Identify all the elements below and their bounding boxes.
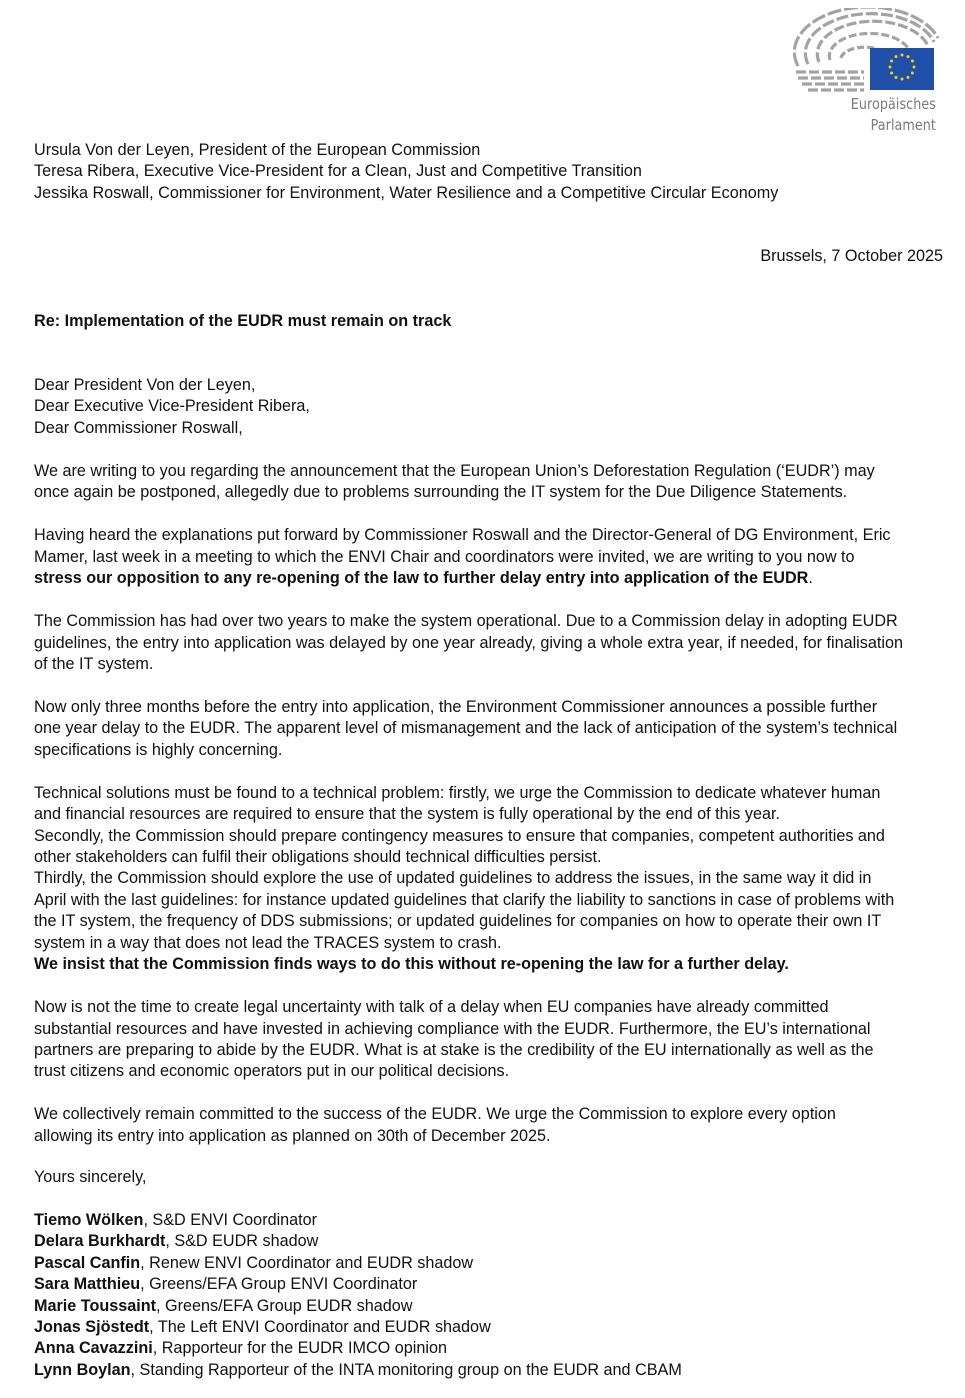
signatory xyxy=(34,1338,682,1359)
signatory xyxy=(34,1231,682,1252)
letter-body xyxy=(34,461,949,1169)
paragraph-1 xyxy=(34,461,949,504)
salutation-line: Dear Commissioner Roswall, xyxy=(34,418,243,437)
closing: Yours sincerely, xyxy=(34,1168,147,1186)
text-line: Now is not the time to create legal uncertainty with talk of a delay when EU companies have already committed xyxy=(34,998,829,1017)
text-line: Thirdly, the Commission should explore the use of updated guidelines to address the issues, in the same way it did in xyxy=(34,869,872,888)
salutation-line: Dear President Von der Leyen, xyxy=(34,376,256,394)
text-line: allowing its entry into application as planned on 30th of December 2025. xyxy=(34,1126,551,1145)
text-line: and financial resources are required to ensure that the system is fully operational by the end of this year. xyxy=(34,805,780,824)
signatory-name: Pascal Canfin xyxy=(34,1253,141,1272)
signatory xyxy=(34,1296,682,1317)
text-line: We are writing to you regarding the announcement that the European Union’s Deforestation Regulation (‘EUDR’) may xyxy=(34,462,875,480)
text-line: once again be postponed, allegedly due to problems surrounding the IT system for the Due Diligence Statements. xyxy=(34,483,848,502)
paragraph-4 xyxy=(34,697,949,761)
letter-subject: Re: Implementation of the EUDR must remain on track xyxy=(34,312,452,330)
signatory-name: Delara Burkhardt xyxy=(34,1232,166,1251)
signatory-name: Marie Toussaint xyxy=(34,1296,157,1315)
text-line: specifications is highly concerning. xyxy=(34,740,283,759)
text-line xyxy=(34,568,949,589)
paragraph-2 xyxy=(34,525,949,589)
signatory xyxy=(34,1274,682,1295)
signatory-role: , Standing Rapporteur of the INTA monitoring group on the EUDR and CBAM xyxy=(130,1360,682,1379)
paragraph-7 xyxy=(34,1104,949,1147)
letter-date: Brussels, 7 October 2025 xyxy=(760,247,943,265)
text-line: The Commission has had over two years to make the system operational. Due to a Commission delay in adopting EUDR xyxy=(34,612,898,631)
signatory-name: Lynn Boylan xyxy=(34,1360,131,1379)
text-line: trust citizens and economic operators put in our political decisions. xyxy=(34,1062,510,1081)
text-line: April with the last guidelines: for instance updated guidelines that clarify the liability to sanctions in case of problems with xyxy=(34,890,895,909)
signatory-role: , Greens/EFA Group ENVI Coordinator xyxy=(140,1275,418,1294)
text-line: the IT system, the frequency of DDS submissions; or updated guidelines for companies on how to operate their own IT xyxy=(34,912,882,931)
salutation-block xyxy=(34,375,310,439)
signatory-name: Sara Matthieu xyxy=(34,1275,141,1294)
logo-wordmark: Europäisches Parlament xyxy=(850,95,936,135)
signatory-name: Tiemo Wölken xyxy=(34,1211,144,1229)
punctuation: . xyxy=(808,569,813,588)
signatory-role: , S&D ENVI Coordinator xyxy=(143,1211,318,1229)
text-line: other stakeholders can fulfil their obligations should technical difficulties persist. xyxy=(34,848,602,867)
text-line: guidelines, the entry into application was delayed by one year already, giving a whole extra year, if needed, for finalisation xyxy=(34,633,903,652)
paragraph-5 xyxy=(34,783,949,976)
text-line: Mamer, last week in a meeting to which the ENVI Chair and coordinators were invited, we are writing to you now to xyxy=(34,547,855,566)
text-line: Technical solutions must be found to a technical problem: firstly, we urge the Commission to dedicate whatever human xyxy=(34,783,881,802)
addressee-line: Teresa Ribera, Executive Vice-President for a Clean, Just and Competitive Transition xyxy=(34,162,642,181)
addressee-line: Ursula Von der Leyen, President of the European Commission xyxy=(34,141,481,159)
signatory xyxy=(34,1253,682,1274)
text-line: Now only three months before the entry into application, the Environment Commissioner announces a possible further xyxy=(34,698,878,717)
signatory xyxy=(34,1210,682,1231)
signatory xyxy=(34,1317,682,1338)
text-line: one year delay to the EUDR. The apparent level of mismanagement and the lack of anticipation of the system’s technical xyxy=(34,719,898,738)
signatory-list xyxy=(34,1210,682,1381)
paragraph-3 xyxy=(34,611,949,675)
signatory xyxy=(34,1360,682,1381)
signatory-role: , Renew ENVI Coordinator and EUDR shadow xyxy=(140,1253,474,1272)
text-line: system in a way that does not lead the TRACES system to crash. xyxy=(34,933,502,952)
signatory-name: Anna Cavazzini xyxy=(34,1339,153,1358)
text-line: of the IT system. xyxy=(34,655,154,674)
signatory-role: , Rapporteur for the EUDR IMCO opinion xyxy=(152,1339,447,1358)
signatory-role: , S&D EUDR shadow xyxy=(165,1232,319,1251)
signatory-name: Jonas Sjöstedt xyxy=(34,1318,150,1337)
hemicycle-flag-icon xyxy=(788,8,948,98)
signatory-role: , Greens/EFA Group EUDR shadow xyxy=(156,1296,413,1315)
emphasis-text: We insist that the Commission finds ways to do this without re-opening the law for a further delay. xyxy=(34,955,789,974)
signatory-role: , The Left ENVI Coordinator and EUDR shadow xyxy=(149,1318,491,1337)
text-line: substantial resources and have invested in achieving compliance with the EUDR. Furthermore, the EU’s international xyxy=(34,1019,871,1038)
addressee-block xyxy=(34,140,778,204)
european-parliament-logo xyxy=(788,8,948,135)
text-line: We collectively remain committed to the success of the EUDR. We urge the Commission to explore every option xyxy=(34,1105,836,1124)
text-line: partners are preparing to abide by the EUDR. What is at stake is the credibility of the EU internationally as well as the xyxy=(34,1040,874,1059)
text-line: Having heard the explanations put forward by Commissioner Roswall and the Director-General of DG Environment, Eric xyxy=(34,526,891,545)
text-line: Secondly, the Commission should prepare contingency measures to ensure that companies, competent authorities and xyxy=(34,826,885,845)
paragraph-6 xyxy=(34,997,949,1083)
addressee-line: Jessika Roswall, Commissioner for Environment, Water Resilience and a Competitive Circular Economy xyxy=(34,183,779,202)
emphasis-text: stress our opposition to any re-opening of the law to further delay entry into application of the EUDR xyxy=(34,569,809,588)
salutation-line: Dear Executive Vice-President Ribera, xyxy=(34,397,310,416)
